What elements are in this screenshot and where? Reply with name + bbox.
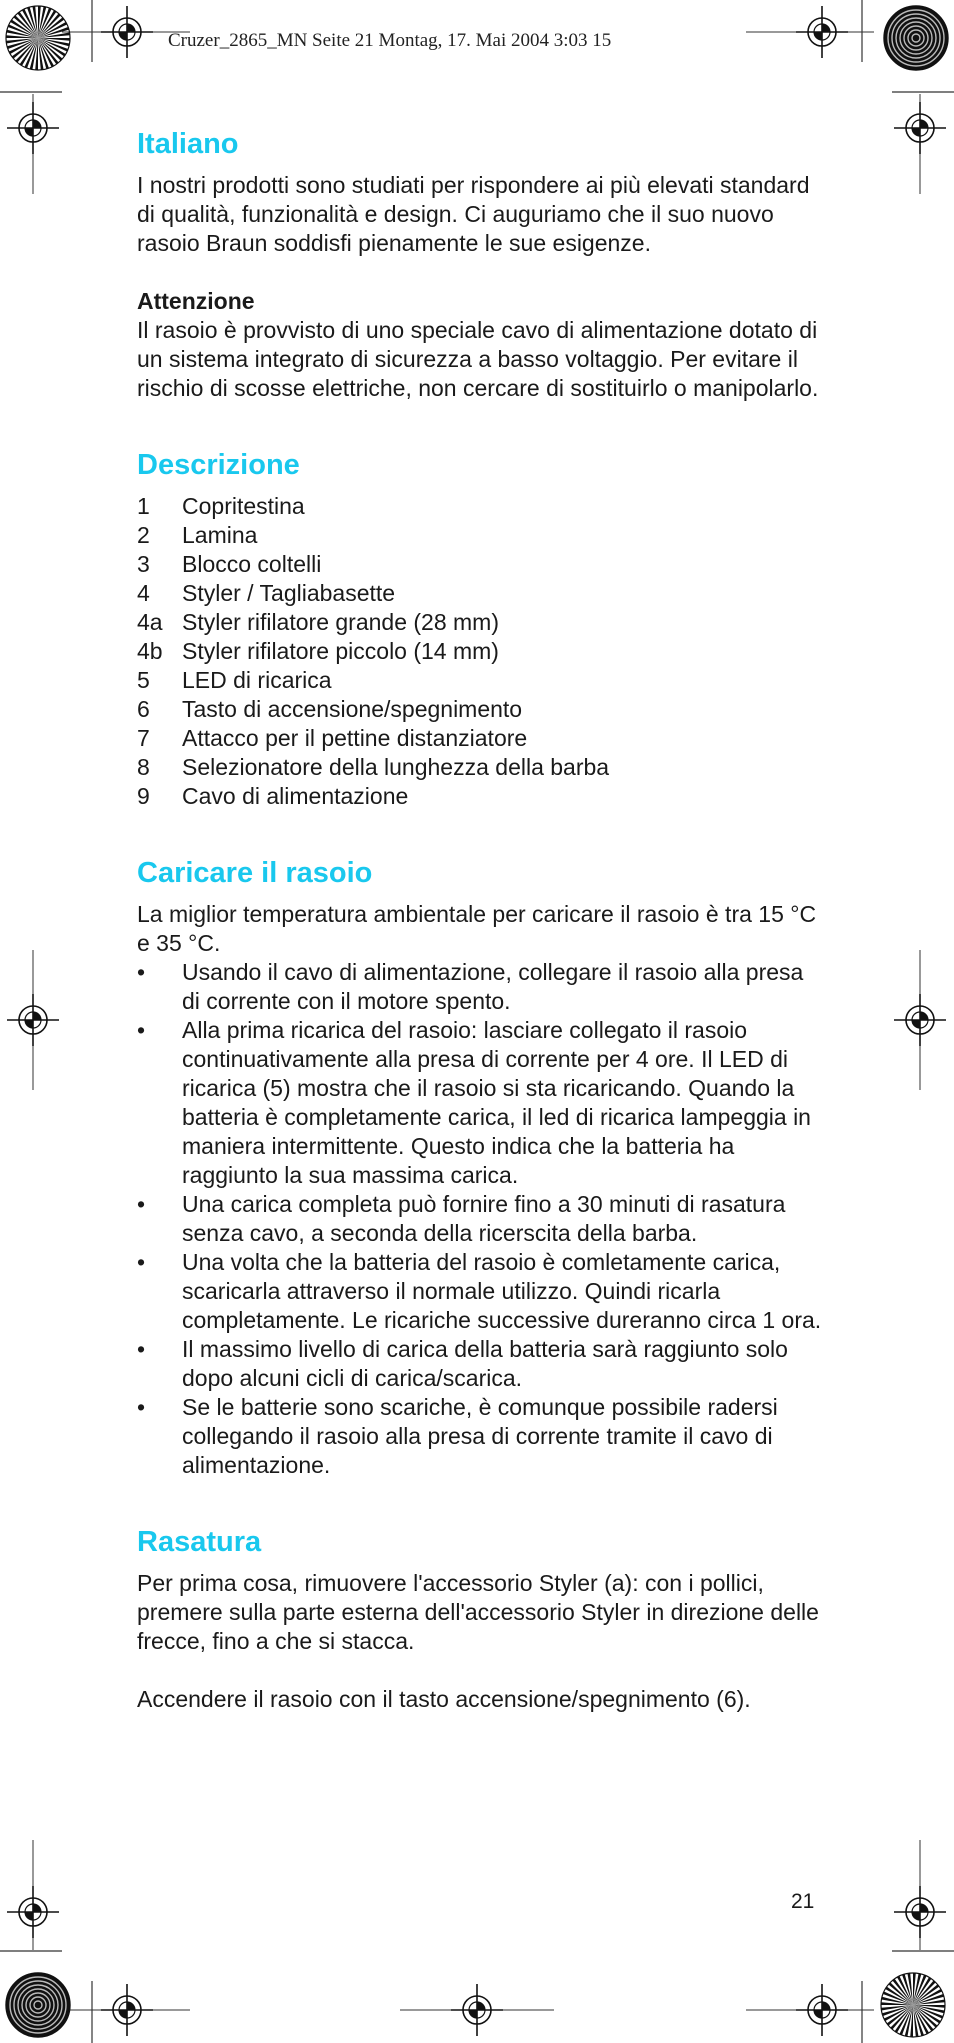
bullet-icon: •	[137, 1191, 146, 1217]
warning-title: Attenzione	[137, 288, 255, 314]
item-number: 8	[137, 754, 150, 780]
list-item	[137, 1393, 827, 1480]
list-item	[137, 695, 827, 724]
item-number: 6	[137, 696, 150, 722]
item-label: LED di ricarica	[182, 667, 332, 693]
starburst-wedge	[35, 38, 38, 70]
list-item	[137, 958, 827, 1016]
charging-bullets	[137, 958, 827, 1480]
starburst-wedge	[910, 2005, 913, 2037]
item-label: Styler rifilatore piccolo (14 mm)	[182, 638, 499, 664]
heading-italiano: Italiano	[137, 128, 239, 160]
item-number: 3	[137, 551, 150, 577]
list-item	[137, 579, 827, 608]
item-label: Copritestina	[182, 493, 305, 519]
list-item	[137, 782, 827, 811]
list-item	[137, 1016, 827, 1190]
charging-intro: La miglior temperatura ambientale per caricare il rasoio è tra 15 °C e 35 °C.	[137, 901, 817, 956]
item-number: 4a	[137, 609, 163, 635]
list-item	[137, 492, 827, 521]
bullet-icon: •	[137, 1017, 146, 1043]
item-label: Lamina	[182, 522, 258, 548]
bullet-icon: •	[137, 1394, 146, 1420]
list-item	[137, 1335, 827, 1393]
bullet-text: Il massimo livello di carica della batteria sarà raggiunto solo dopo alcuni cicli di carica/scarica.	[182, 1336, 788, 1391]
list-item	[137, 666, 827, 695]
shaving-paragraph-1: Per prima cosa, rimuovere l'accessorio Styler (a): con i pollici, premere sulla parte esterna dell'accessorio Styler in direzione delle frecce, fino a che si stacca.	[137, 1570, 819, 1654]
item-number: 7	[137, 725, 150, 751]
starburst-wedge	[38, 6, 41, 38]
list-item	[137, 753, 827, 782]
page-number: 21	[791, 1890, 815, 1913]
heading-caricare: Caricare il rasoio	[137, 857, 373, 889]
bullet-icon: •	[137, 1336, 146, 1362]
warning-paragraph: Il rasoio è provvisto di uno speciale cavo di alimentazione dotato di un sistema integrato di sicurezza a basso voltaggio. Per evitare il rischio di scosse elettriche, non cercare di sostituirlo o manipolarlo.	[137, 317, 819, 401]
bullet-text: Una carica completa può fornire fino a 30 minuti di rasatura senza cavo, a seconda della ricerscita della barba.	[182, 1191, 786, 1246]
print-slug: Cruzer_2865_MN Seite 21 Montag, 17. Mai 2004 3:03 15	[168, 30, 612, 51]
starburst-wedge	[913, 1973, 916, 2005]
starburst-wedge	[38, 38, 70, 41]
bullet-icon: •	[137, 1249, 146, 1275]
list-item	[137, 1190, 827, 1248]
item-number: 2	[137, 522, 150, 548]
starburst-wedge	[6, 35, 38, 38]
parts-list	[137, 492, 827, 811]
item-label: Attacco per il pettine distanziatore	[182, 725, 528, 751]
heading-rasatura: Rasatura	[137, 1526, 262, 1558]
item-label: Styler / Tagliabasette	[182, 580, 396, 606]
list-item	[137, 521, 827, 550]
list-item	[137, 1248, 827, 1335]
list-item	[137, 724, 827, 753]
heading-descrizione: Descrizione	[137, 449, 300, 481]
item-label: Tasto di accensione/spegnimento	[182, 696, 523, 722]
item-label: Blocco coltelli	[182, 551, 322, 577]
bullet-text: Se le batterie sono scariche, è comunque possibile radersi collegando il rasoio alla presa di corrente tramite il cavo di alimentazione.	[182, 1394, 778, 1478]
page-content	[137, 126, 827, 1714]
starburst-wedge	[881, 2002, 913, 2005]
bullet-text: Alla prima ricarica del rasoio: lasciare collegato il rasoio continuativamente alla presa di corrente per 4 ore. Il LED di ricarica (5) mostra che il rasoio si sta ricaricando. Quando la batteria è completamente carica, il led di ricarica lampeggia in maniera intermittente. Questo indica che la batteria ha raggiunto la sua massima carica.	[182, 1017, 811, 1188]
list-item	[137, 608, 827, 637]
list-item	[137, 637, 827, 666]
item-label: Cavo di alimentazione	[182, 783, 409, 809]
item-label: Styler rifilatore grande (28 mm)	[182, 609, 499, 635]
intro-paragraph: I nostri prodotti sono studiati per rispondere ai più elevati standard di qualità, funzionalità e design. Ci auguriamo che il suo nuovo rasoio Braun soddisfi pienamente le sue esigenze.	[137, 172, 810, 256]
item-number: 1	[137, 493, 150, 519]
starburst-wedge	[913, 2005, 945, 2008]
bullet-text: Una volta che la batteria del rasoio è comletamente carica, scaricarla attraverso il normale utilizzo. Quindi ricarla completamente. Le ricariche successive dureranno circa 1 ora.	[182, 1249, 822, 1333]
item-number: 4b	[137, 638, 163, 664]
shaving-paragraph-2: Accendere il rasoio con il tasto accensione/spegnimento (6).	[137, 1686, 751, 1712]
bullet-text: Usando il cavo di alimentazione, collegare il rasoio alla presa di corrente con il motore spento.	[182, 959, 804, 1014]
item-number: 4	[137, 580, 150, 606]
item-label: Selezionatore della lunghezza della barba	[182, 754, 610, 780]
list-item	[137, 550, 827, 579]
item-number: 5	[137, 667, 150, 693]
item-number: 9	[137, 783, 150, 809]
bullet-icon: •	[137, 959, 146, 985]
